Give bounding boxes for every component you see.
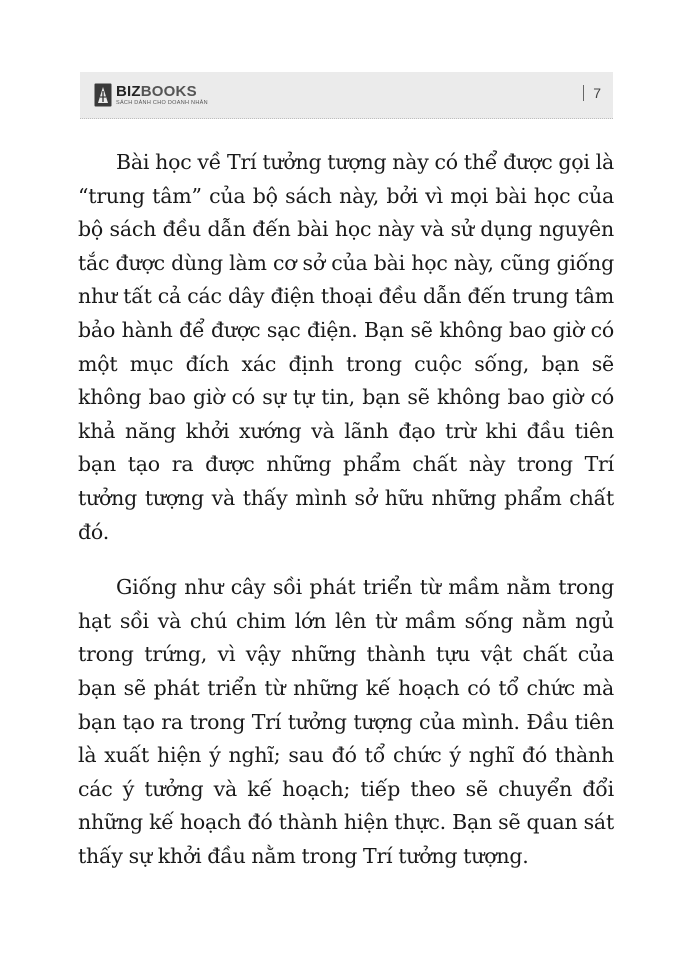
brand-biz: BIZ: [116, 82, 141, 100]
page-number-divider: [583, 85, 584, 101]
page-number: [583, 85, 601, 102]
brand-books: BOOKS: [140, 82, 197, 100]
brand-name: [116, 84, 208, 99]
brand-tagline: SÁCH DÀNH CHO DOANH NHÂN: [116, 99, 208, 106]
page-body: [78, 146, 614, 873]
paragraph-2: Giống như cây sồi phát triển từ mầm nằm trong hạt sồi và chú chim lớn lên từ mầm sống nằm ngủ trong trứng, vì vậy những thành tựu vật chất của bạn sẽ phát triển từ những kế hoạch có tổ chức mà bạn tạo ra trong Trí tưởng tượng của mình. Đầu tiên là xuất hiện ý nghĩ; sau đó tổ chức ý nghĩ đó thành các ý tưởng và kế hoạch; tiếp theo sẽ chuyển đổi những kế hoạch đó thành hiện thực. Bạn sẽ quan sát thấy sự khởi đầu nằm trong Trí tưởng tượng.: [78, 575, 614, 868]
bizbooks-logo-icon: [94, 83, 112, 107]
page-number-value: 7: [593, 85, 601, 101]
bizbooks-logo: [94, 80, 208, 110]
paragraph-1: Bài học về Trí tưởng tượng này có thể được gọi là “trung tâm” của bộ sách này, bởi vì mọi bài học của bộ sách đều dẫn đến bài học này và sử dụng nguyên tắc được dùng làm cơ sở của bài học này, cũng giống như tất cả các dây điện thoại đều dẫn đến trung tâm bảo hành để được sạc điện. Bạn sẽ không bao giờ có một mục đích xác định trong cuộc sống, bạn sẽ không bao giờ có sự tự tin, bạn sẽ không bao giờ có khả năng khởi xướng và lãnh đạo trừ khi đầu tiên bạn tạo ra được những phẩm chất này trong Trí tưởng tượng và thấy mình sở hữu những phẩm chất đó.: [78, 150, 614, 544]
page-header: [80, 72, 613, 119]
logo-text: [116, 84, 208, 107]
